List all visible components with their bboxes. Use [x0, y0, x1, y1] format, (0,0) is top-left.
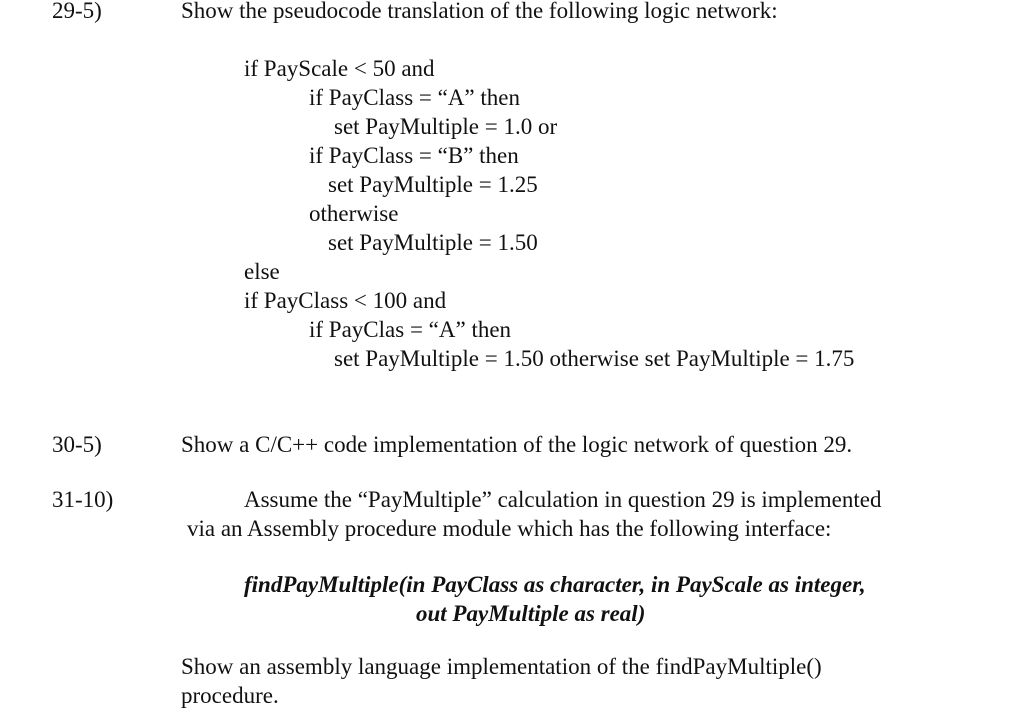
pseudocode-line: if PayClass = “A” then: [309, 85, 520, 110]
pseudocode-line: set PayMultiple = 1.50: [328, 230, 538, 255]
pseudocode-line: set PayMultiple = 1.0 or: [334, 114, 558, 139]
question-29-prompt: Show the pseudocode translation of the following logic network:: [181, 0, 778, 23]
question-29-number: 29-5): [52, 0, 102, 23]
pseudocode-line: if PayClass < 100 and: [244, 288, 447, 313]
pseudocode-line: set PayMultiple = 1.25: [328, 172, 538, 197]
question-31-text-line-1: Assume the “PayMultiple” calculation in question 29 is implemented: [244, 487, 882, 512]
question-31-final-line-1: Show an assembly language implementation of the findPayMultiple(): [181, 654, 822, 679]
procedure-signature-line-2: out PayMultiple as real): [416, 601, 646, 626]
pseudocode-line: if PayScale < 50 and: [244, 56, 435, 81]
question-31-final-line-2: procedure.: [181, 683, 279, 708]
pseudocode-line: otherwise: [309, 201, 399, 226]
question-31-text-line-2: via an Assembly procedure module which has the following interface:: [187, 516, 832, 541]
question-30-text: Show a C/C++ code implementation of the logic network of question 29.: [181, 432, 853, 457]
procedure-signature-line-1: findPayMultiple(in PayClass as character, in PayScale as integer,: [244, 572, 866, 597]
question-31-number: 31-10): [52, 487, 114, 512]
question-30-number: 30-5): [52, 432, 102, 457]
pseudocode-line: if PayClass = “B” then: [309, 143, 519, 168]
pseudocode-line: set PayMultiple = 1.50 otherwise set PayMultiple = 1.75: [334, 346, 855, 371]
pseudocode-line: else: [244, 259, 280, 284]
pseudocode-line: if PayClas = “A” then: [309, 317, 512, 342]
